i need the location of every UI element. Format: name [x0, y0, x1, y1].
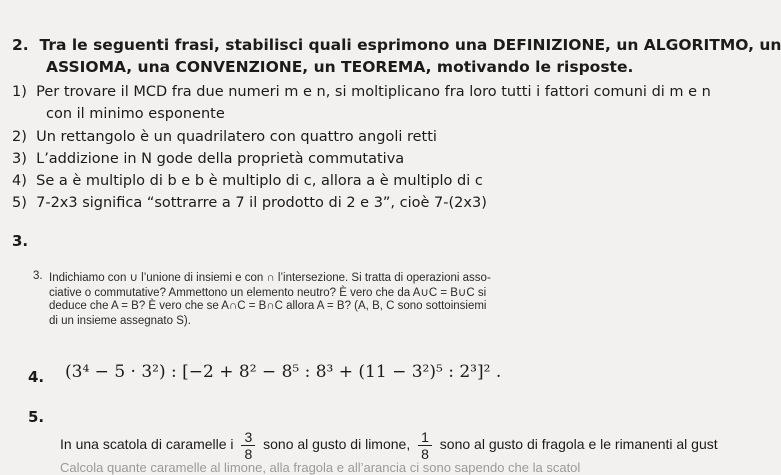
exercise-2-number: 2. [12, 36, 29, 54]
item-text: 7-2x3 significa “sottrarre a 7 il prodotto di 2 e 3”, cioè 7-(2x3) [36, 195, 487, 211]
list-item [12, 84, 711, 100]
item-text: Se a è multiplo di b e b è multiplo di c, allora a è multiplo di c [36, 173, 483, 189]
item-number: 5) [12, 195, 27, 211]
fraction-numerator: 3 [241, 429, 255, 446]
exercise-3-label: 3. [12, 232, 29, 250]
exercise-5-text-a: In una scatola di caramelle i [60, 436, 234, 453]
list-item [12, 151, 404, 167]
list-item [12, 195, 487, 211]
fraction-three-eighths [241, 429, 255, 462]
item-text: Un rettangolo è un quadrilatero con quattro angoli retti [36, 129, 437, 145]
item-text: L’addizione in N gode della proprietà commutativa [36, 151, 405, 167]
exercise-3-line4: di un insieme assegnato S). [49, 315, 191, 327]
item-number: 4) [12, 173, 27, 189]
list-item [12, 129, 437, 145]
exercise-5-faded-line: Calcola quante caramelle al limone, alla fragola e all’arancia ci sono sapendo che la scatol [60, 460, 581, 475]
exercise-2-title-line2: ASSIOMA, una CONVENZIONE, un TEOREMA, motivando le risposte. [46, 58, 634, 76]
fraction-denominator: 8 [244, 446, 253, 462]
item-text: Per trovare il MCD fra due numeri m e n, si moltiplicano fra loro tutti i fattori comuni di m e n [36, 84, 711, 100]
item-text-continuation: con il minimo esponente [46, 106, 225, 122]
fraction-one-eighth [418, 429, 432, 462]
item-number: 3) [12, 151, 27, 167]
list-item [12, 173, 483, 189]
item-number: 1) [12, 84, 27, 100]
exercise-2-title [12, 36, 781, 54]
exercise-5-text-b: sono al gusto di limone, [263, 436, 411, 453]
exercise-3-inner-number: 3. [33, 270, 43, 282]
exercise-5-label: 5. [28, 408, 45, 426]
fraction-numerator: 1 [418, 429, 432, 446]
exercise-5-text-c: sono al gusto di fragola e le rimanenti al gust [439, 436, 718, 453]
exercise-5-text [60, 429, 718, 462]
exercise-3-line2: ciative o commutative? Ammettono un elemento neutro? È vero che da A∪C = B∪C si [49, 287, 487, 299]
exercise-4-expression: (3⁴ − 5 · 3²) : [−2 + 8² − 8⁵ : 8³ + (11 − 3²)⁵ : 2³]² . [65, 362, 502, 382]
item-number: 2) [12, 129, 27, 145]
exercise-2-title-line1: Tra le seguenti frasi, stabilisci quali esprimono una DEFINIZIONE, un ALGORITMO, un [39, 36, 781, 54]
exercise-4-label: 4. [28, 368, 45, 386]
exercise-3-line3: deduce che A = B? È vero che se A∩C = B∩C allora A = B? (A, B, C sono sottoinsiemi [49, 300, 487, 312]
exercise-3-line1: Indichiamo con ∪ l’unione di insiemi e con ∩ l’intersezione. Si tratta di operazioni asso- [49, 272, 491, 284]
fraction-denominator: 8 [421, 446, 429, 462]
